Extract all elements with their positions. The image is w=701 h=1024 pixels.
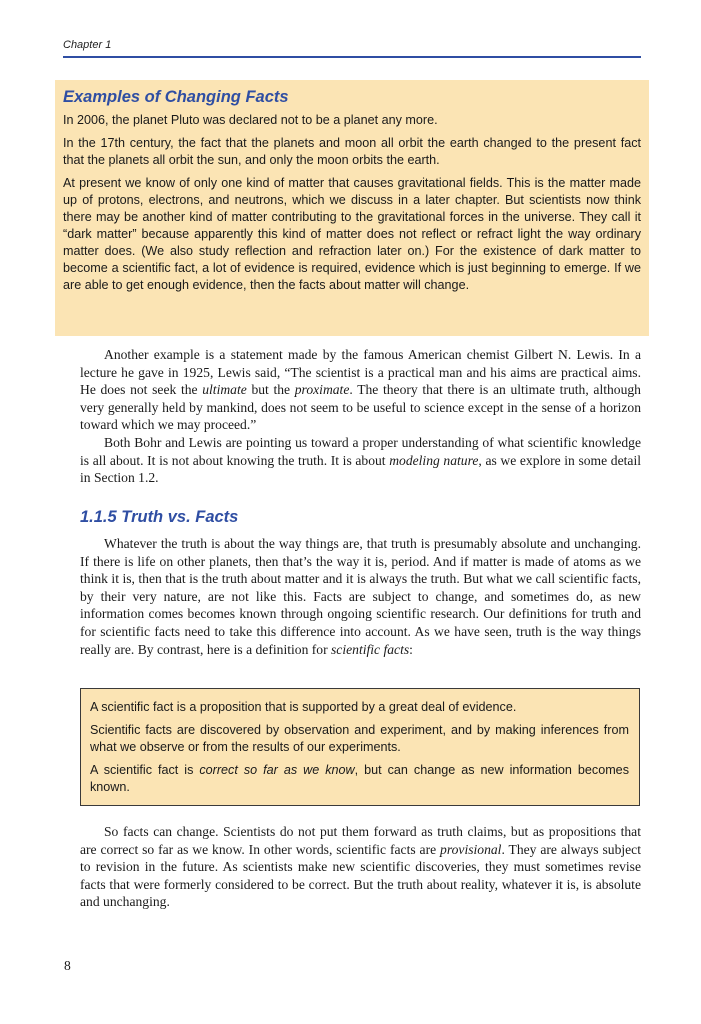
emphasis-modeling-nature: modeling nature xyxy=(389,452,479,468)
text-run: . The theory that there is an ultimate truth, although very generally held by mankind, does not seem to be useful to science except in the sense of a horizon toward which we may proceed.” xyxy=(80,382,641,433)
text-run: , but can change as new information becomes known. xyxy=(90,763,629,794)
callout-paragraph: In the 17th century, the fact that the planets and moon all orbit the earth changed to the present fact that the planets all orbit the sun, and only the moon orbits the earth. xyxy=(63,136,641,167)
text-run: Another example is a statement made by the famous American chemist Gilbert N. Lewis. In a lecture he gave in 1925, Lewis said, “The scientist is a practical man and his aims are practical aims. He does not seek the xyxy=(80,347,641,398)
changing-facts-callout xyxy=(55,80,649,336)
emphasis-ultimate: ultimate xyxy=(202,382,247,398)
definition-paragraph: Scientific facts are discovered by observation and experiment, and by making inferences from what we observe or from the results of our experiments. xyxy=(90,723,629,754)
emphasis-provisional: provisional xyxy=(440,841,502,857)
page-header xyxy=(63,38,641,58)
body-text-1 xyxy=(80,346,641,487)
callout-paragraph: At present we know of only one kind of matter that causes gravitational fields. This is the matter made up of protons, electrons, and neutrons, which we discuss in a later chapter. But scientists now think there may be another kind of matter contributing to the gravitational forces in the universe. They call it “dark matter” because apparently this kind of matter does not reflect or refract light the way ordinary matter does. (We also study reflection and refraction later on.) For the existence of dark matter to become a scientific fact, a lot of evidence is required, evidence which is just beginning to emerge. If we are able to get enough evidence, then the facts about matter will change. xyxy=(63,176,641,292)
callout-paragraph: In 2006, the planet Pluto was declared not to be a planet any more. xyxy=(63,113,438,127)
body-text-3 xyxy=(80,823,641,911)
callout-title: Examples of Changing Facts xyxy=(63,88,289,106)
bohr-lewis-paragraph xyxy=(80,434,641,487)
lewis-paragraph xyxy=(80,346,641,434)
facts-change-paragraph xyxy=(80,823,641,911)
definition-paragraph: A scientific fact is a proposition that is supported by a great deal of evidence. xyxy=(90,700,517,714)
text-run: Whatever the truth is about the way things are, that truth is presumably absolute and unchanging. If there is life on other planets, then that’s the way it is, period. And if matter is made of atoms as we think it is, then that is the truth about matter and it is always the truth. But what we call scientific facts, by their very nature, are not like this. Facts are subject to change, and sometimes do, as new information comes becomes known through ongoing scientific research. Our definitions for truth and for scientific facts need to take this difference into account. As we have seen, truth is the way things really are. By contrast, here is a definition for xyxy=(80,536,641,657)
chapter-label: Chapter 1 xyxy=(63,39,112,51)
emphasis-scientific-facts: scientific facts xyxy=(331,641,410,657)
text-run: . They are always subject to revision in the future. As scientists make new scientific discoveries, they must sometimes revise facts that were formerly considered to be correct. But the truth about reality, whatever it is, is absolute and unchanging. xyxy=(80,841,641,910)
truth-paragraph xyxy=(80,535,641,658)
definition-box xyxy=(80,688,640,806)
emphasis-correct-so-far: correct so far as we know xyxy=(199,763,355,777)
body-text-2 xyxy=(80,535,641,658)
text-run: So facts can change. Scientists do not put them forward as truth claims, but as propositions that are correct so far as we know. In other words, scientific facts are xyxy=(80,824,641,857)
page-number: 8 xyxy=(64,958,71,973)
text-run: , as we explore in some detail in Section 1.2. xyxy=(80,452,641,486)
text-run: : xyxy=(409,641,413,657)
text-run: A scientific fact is xyxy=(90,763,200,777)
emphasis-proximate: proximate xyxy=(294,382,350,398)
text-run: but the xyxy=(246,382,295,398)
text-run: Both Bohr and Lewis are pointing us toward a proper understanding of what scientific knowledge is all about. It is not about knowing the truth. It is about xyxy=(80,434,641,468)
section-heading: 1.1.5 Truth vs. Facts xyxy=(80,508,239,526)
definition-paragraph xyxy=(90,762,629,796)
